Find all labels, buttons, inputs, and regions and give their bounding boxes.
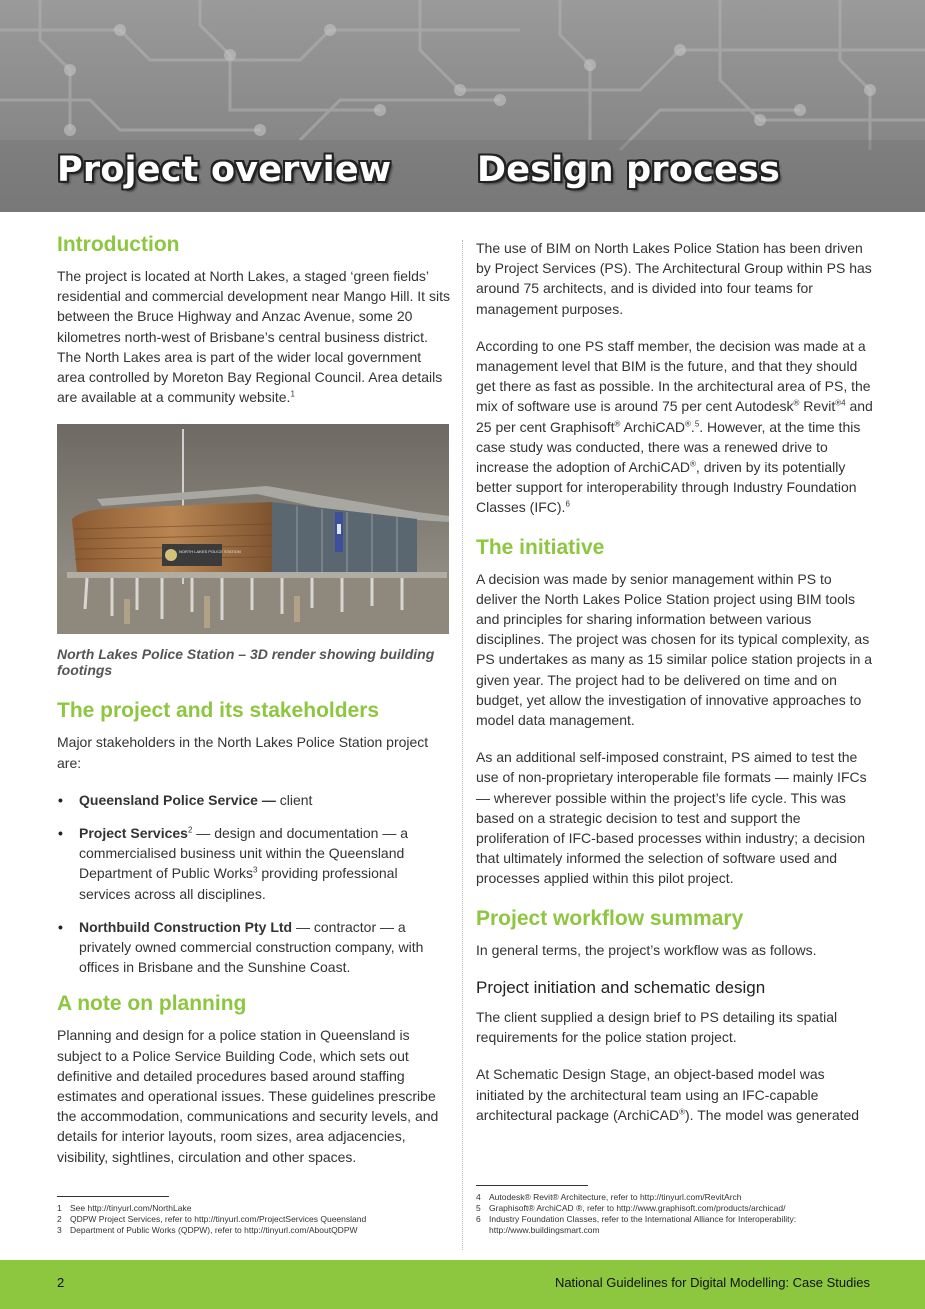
footnote-rule-right [476, 1185, 588, 1186]
footnote: 1 See http://tinyurl.com/NorthLake [57, 1203, 192, 1213]
footnote: 6 Industry Foundation Classes, refer to the International Alliance for Interoperability: [476, 1214, 797, 1224]
column-divider [462, 240, 463, 1250]
initiation-paragraph: The client supplied a design brief to PS detailing its spatial requirements for the police station project. [476, 1008, 838, 1046]
footnote: http://www.buildingsmart.com [489, 1225, 600, 1235]
bim-intro-paragraph: The use of BIM on North Lakes Police Station has been driven by Project Services (PS). The Architectural Group within PS has around 75 architects, and is divided into four teams for management purposes. [476, 240, 872, 317]
render-sign-text: NORTH LAKES POLICE STATION [179, 549, 241, 555]
software-mix-paragraph: According to one PS staff member, the decision was made at a management level that BIM is the future, and that they should get there as fast as possible. In the architectural area of PS, the mix of software use is around 75 per cent Autodesk® Revit$^{®4}$ and 25 per cent Graphisoft® ArchiCAD®.$^5$. However, at the time this case study was conducted, there was a renewed drive to increase the adoption of ArchiCAD®, driven by its potentially better support for interoperability through Industry Foundation Classes (IFC).$^6$ [476, 337, 873, 516]
page-number: 2 [57, 1275, 65, 1290]
page-footer [0, 1260, 925, 1309]
list-item: • Queensland Police Service — client [58, 791, 313, 808]
footnotes-left [57, 1203, 366, 1236]
footnote-rule-left [57, 1196, 169, 1197]
initiative-paragraph: A decision was made by senior management within PS to deliver the North Lakes Police Station project using BIM tools and principles for sharing information between various disciplines. The project was chosen for its typical complexity, as PS undertakes as many as 15 similar police station projects in a given year. The project had to be delivered on time and on budget, yet allow the investigation of innovative approaches to model data management. [476, 570, 873, 729]
stakeholders-intro: Major stakeholders in the North Lakes Police Station project are: [57, 734, 429, 771]
footnote: 3 Department of Public Works (QDPW), refer to http://tinyurl.com/AboutQDPW [57, 1225, 358, 1235]
list-item: • Northbuild Construction Pty Ltd — contractor — a privately owned commercial construction company, with offices in Brisbane and the Sunshine Coast. [58, 918, 424, 976]
planning-heading: A note on planning [57, 992, 247, 1016]
left-column [57, 232, 450, 1184]
stakeholders-list [57, 790, 450, 978]
footnote: 5 Graphisoft® ArchiCAD ®, refer to http://www.graphisoft.com/products/archicad/ [476, 1203, 786, 1213]
footer-title: National Guidelines for Digital Modelling: Case Studies [554, 1275, 870, 1290]
planning-paragraph: Planning and design for a police station in Queensland is subject to a Police Service Building Code, which sets out definitive and detailed procedures based around staffing estimates and operational issues. These guidelines prescribe the accommodation, communications and security levels, and details for interior layouts, room sizes, area adjacencies, visibility, sightlines, circulation and other spaces. [57, 1027, 439, 1165]
banner-title-right: Design process [477, 150, 781, 190]
constraint-paragraph: As an additional self-imposed constraint, PS aimed to test the use of non-proprietary interoperable file formats — mainly IFCs — wherever possible within the project’s life cycle. This was based on a strategic decision to test and support the proliferation of IFC-based processes within industry; a decision that ultimately informed the selection of software used and processes applied within this pilot project. [476, 749, 867, 887]
header-banner [0, 0, 925, 212]
introduction-paragraph: The project is located at North Lakes, a staged ‘green fields’ residential and commercial development near Mango Hill. It sits between the Bruce Highway and Anzac Avenue, some 20 kilometres north-west of Brisbane’s central business district. The North Lakes area is part of the wider local government area controlled by Moreton Bay Regional Council. Area details are available at a community website.$^1$ [57, 268, 450, 406]
schematic-paragraph: At Schematic Design Stage, an object-based model was initiated by the architectural team using an IFC-capable architectural package (ArchiCAD®). The model was generated [476, 1066, 860, 1123]
right-column [476, 238, 873, 1142]
police-station-render-image [57, 424, 449, 634]
introduction-heading: Introduction [57, 233, 180, 256]
list-item: • Project Services$^2$ — design and documentation — a commercialised business unit within the Queensland Department of Public Works$^3$ providing professional services across all disciplines. [58, 825, 408, 902]
image-caption: North Lakes Police Station – 3D render showing building footings [57, 646, 435, 679]
workflow-paragraph: In general terms, the project’s workflow was as follows. [476, 941, 817, 958]
footnote: 2 QDPW Project Services, refer to http://tinyurl.com/ProjectServices Queensland [57, 1214, 367, 1224]
initiation-heading: Project initiation and schematic design [476, 977, 766, 997]
initiative-heading: The initiative [476, 535, 605, 559]
banner-title-left: Project overview [57, 150, 392, 190]
workflow-heading: Project workflow summary [476, 906, 744, 930]
footnote: 4 Autodesk® Revit® Architecture, refer to http://tinyurl.com/RevitArch [476, 1192, 742, 1202]
stakeholders-heading: The project and its stakeholders [57, 699, 380, 723]
footnotes-right [476, 1192, 796, 1236]
